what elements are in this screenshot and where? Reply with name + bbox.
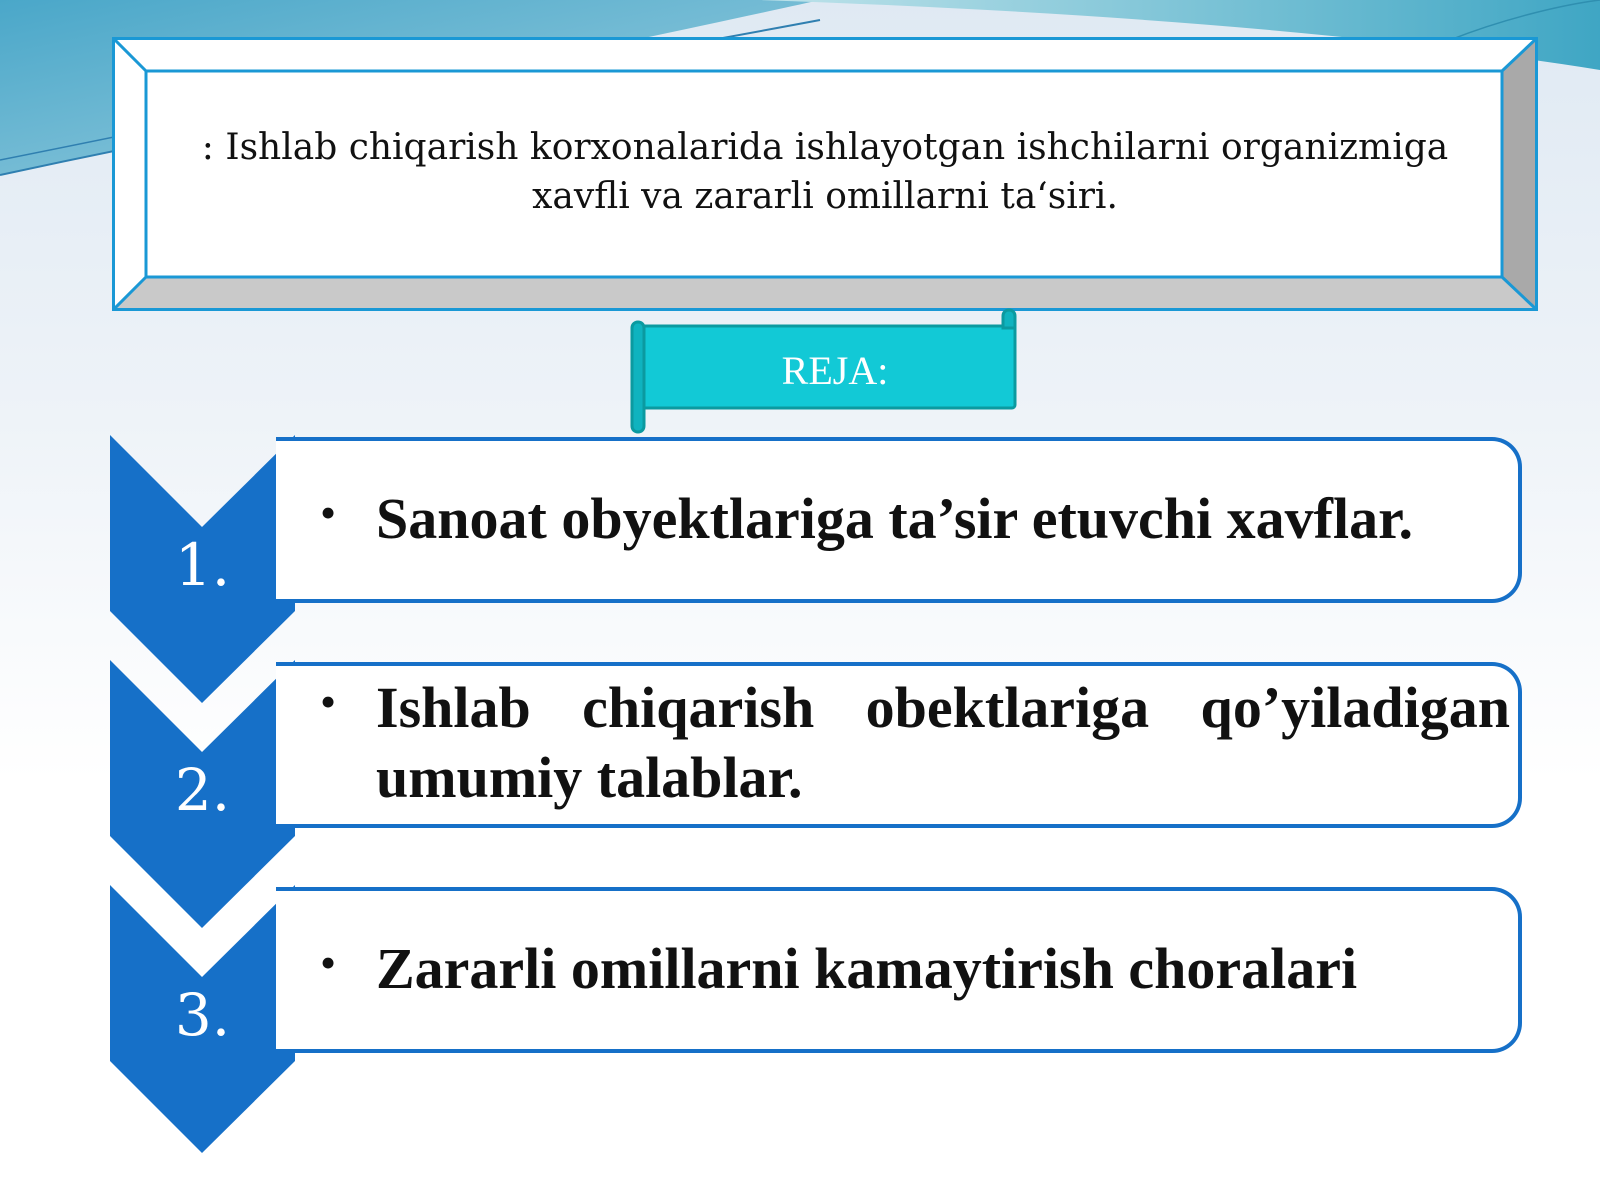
list-item-3 <box>320 934 1510 1004</box>
bullet-icon: • <box>320 676 337 727</box>
slide-title: : Ishlab chiqarish korxonalarida ishlayotgan ishchilarni organizmiga xavfli va zararli omillarni ta‘siri. <box>201 127 1449 217</box>
bullet-icon: • <box>320 937 337 988</box>
plan-label: REJA: <box>781 347 889 393</box>
list-item-1 <box>320 484 1510 554</box>
list-item-2 <box>320 673 1510 813</box>
item-number-3: 3. <box>174 981 231 1049</box>
item-number-2: 2. <box>174 756 231 824</box>
item-text-1: Sanoat obyektlariga ta’sir etuvchi xavflar. <box>376 486 1414 551</box>
bullet-icon: • <box>320 487 337 538</box>
item-text-3: Zararli omillarni kamaytirish choralari <box>376 936 1358 1001</box>
item-number-1: 1. <box>174 531 231 599</box>
item-text-2: Ishlab chiqarish obektlariga qo’yiladigan umumiy talablar. <box>376 675 1510 810</box>
